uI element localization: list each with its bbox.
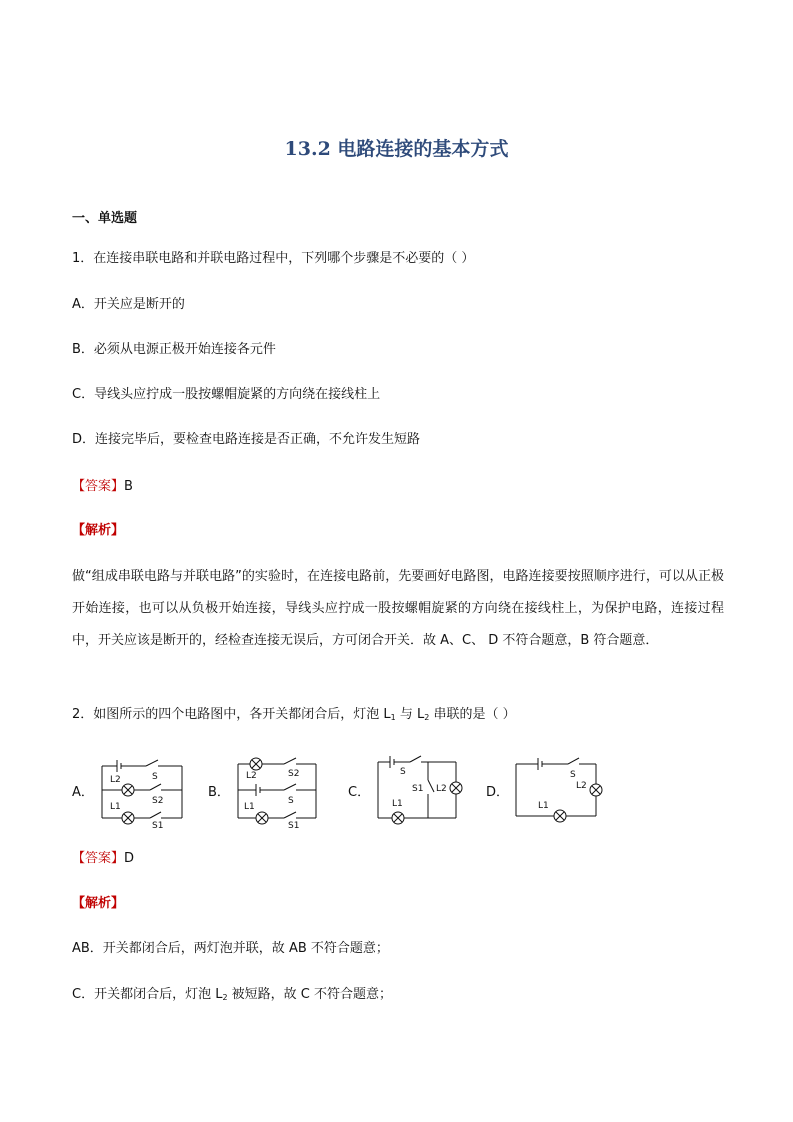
circuit-diagram-d	[512, 748, 608, 832]
label-s2: S2	[152, 796, 164, 806]
figure-a-letter: A．	[72, 785, 94, 800]
label-s1: S1	[412, 784, 424, 794]
figure-d-letter: D．	[486, 785, 510, 800]
answer-tag: 【答案】	[72, 479, 125, 494]
q2-answer	[72, 850, 134, 868]
label-s: S	[152, 772, 158, 782]
q1-option-a: A．开关应是断开的	[72, 297, 185, 312]
label-l2: L2	[246, 771, 257, 781]
circuit-diagram-a	[98, 748, 188, 832]
label-s: S	[570, 770, 576, 780]
label-s: S	[288, 796, 294, 806]
q2-analysis-tag: 【解析】	[72, 896, 125, 911]
answer-tag: 【答案】	[72, 851, 125, 866]
q2-stem: 2．如图所示的四个电路图中，各开关都闭合后，灯泡 $L_1$ 与 $L_2$ 串联的是（ ）	[72, 707, 516, 722]
figure-b-letter: B．	[208, 785, 230, 800]
q1-option-c: C．导线头应拧成一股按螺帽旋紧的方向绕在接线柱上	[72, 387, 381, 402]
circuit-diagram-b	[234, 748, 322, 832]
q1-option-d: D．连接完毕后，要检查电路连接是否正确，不允许发生短路	[72, 432, 421, 447]
q1-option-b: B．必须从电源正极开始连接各元件	[72, 342, 276, 357]
label-l2: L2	[576, 781, 587, 791]
label-l1: L1	[538, 801, 549, 811]
label-l1: L1	[244, 802, 255, 812]
circuit-diagram-c	[374, 748, 466, 832]
page-title: 13.2 电路连接的基本方式	[284, 138, 509, 160]
q2-analysis-c: C．开关都闭合后，灯泡 $L_2$ 被短路，故 C 不符合题意；	[72, 987, 393, 1002]
q1-stem: 1．在连接串联电路和并联电路过程中，下列哪个步骤是不必要的（ ）	[72, 251, 475, 266]
figure-c-letter: C．	[348, 785, 371, 800]
answer-value: B	[124, 479, 133, 494]
label-l1: L1	[392, 799, 403, 809]
label-l2: L2	[436, 784, 447, 794]
label-s: S	[400, 767, 406, 777]
q1-analysis: 做“组成串联电路与并联电路”的实验时，在连接电路前，先要画好电路图，电路连接要按照顺序进行，可以从正极开始连接，也可以从负极开始连接，导线头应拧成一股按螺帽旋紧的方向绕在接线柱上，为保护电路，连接过程中，开关应该是断开的，经检查连接无误后，方可闭合开关．故 A、C、 D 不符合题意，B 符合题意．	[72, 569, 724, 648]
q1-answer	[72, 478, 133, 496]
label-l1: L1	[110, 802, 121, 812]
label-l2: L2	[110, 775, 121, 785]
label-s1: S1	[288, 821, 300, 828]
q1-analysis-tag: 【解析】	[72, 523, 125, 538]
q2-analysis-ab: AB．开关都闭合后，两灯泡并联，故 AB 不符合题意；	[72, 941, 389, 956]
label-s1: S1	[152, 821, 164, 828]
label-s2: S2	[288, 769, 300, 779]
section-heading: 一、单选题	[72, 211, 138, 226]
answer-value: D	[124, 851, 135, 866]
